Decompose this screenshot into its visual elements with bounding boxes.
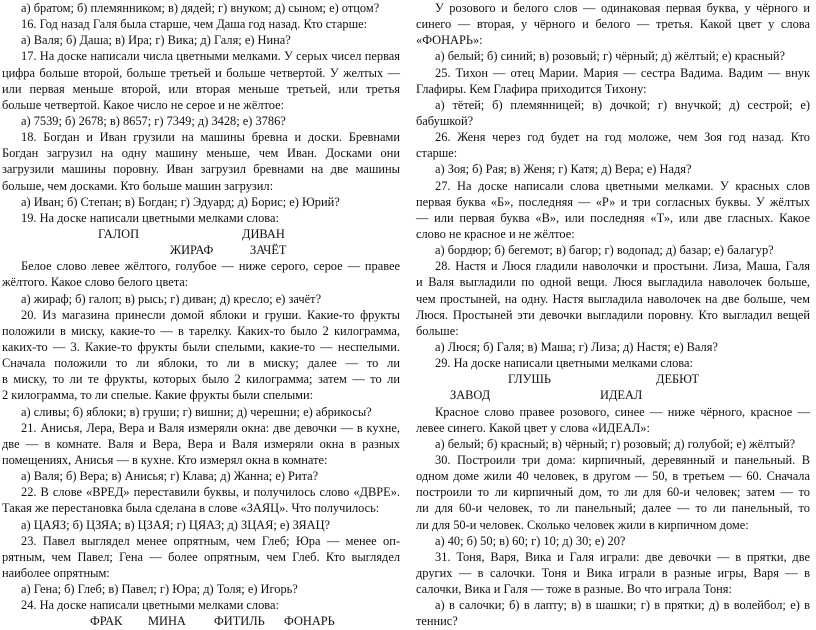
text-line: бабушкой? (416, 113, 474, 128)
board-word: ФОНАРЬ (284, 614, 335, 629)
answer-options: а) Зоя; б) Рая; в) Женя; г) Катя; д) Вера; е) Надя? (435, 162, 692, 177)
problem-23: 23. Павел выглядел менее опрятным, чем Глеб; Юра — менее оп- (21, 533, 400, 548)
answer-options: а) Валя; б) Даша; в) Ира; г) Вика; д) Галя; е) Нина? (21, 33, 291, 48)
text-line: в миску, то ли те фрукты, которых было 2 килограмма; затем — то ли (2, 372, 400, 387)
problem-20: 20. Из магазина принесли домой яблоки и груши. Какие-то фрукты (21, 307, 400, 322)
text-line: Сначала положили то ли яблоки, то ли в миску; далее — то ли (2, 356, 400, 371)
problem-18: 18. Богдан и Иван грузили на машины бревна и доски. Бревнами (21, 130, 400, 145)
answer-options: а) Гена; б) Глеб; в) Павел; г) Юра; д) Толя; е) Игорь? (21, 582, 298, 597)
answer-options: а) белый; б) красный; в) чёрный; г) розовый; д) голубой; е) жёлтый? (435, 436, 796, 451)
board-word: ДИВАН (242, 226, 285, 241)
problem-25: 25. Тихон — отец Марии. Мария — сестра Вадима. Вадим — внук (435, 65, 810, 80)
text-line: каких-то — 3. Какие-то фрукты были спелыми, какие-то — неспелыми. (2, 339, 400, 354)
text-line: первая буква «Б», последняя — «Р» и три согласных буквы. У жёлтых (416, 194, 810, 209)
text-line: загрузили машины поровну. Иван загрузил бревнами на две машины (2, 162, 400, 177)
board-words-row (2, 226, 400, 242)
board-word: ФИТИЛЬ (214, 614, 265, 629)
text-line: две — в комнате. Валя и Вера, Вера и Валя измеряли окна в разных (2, 436, 400, 451)
text-line: больше: (416, 323, 459, 338)
problem-26: 26. Женя через год будет на год моложе, чем Зоя год назад. Кто (435, 130, 810, 145)
board-words-row (2, 242, 400, 258)
answer-options: а) Иван; б) Степан; в) Богдан; г) Эдуард; д) Борис; е) Юрий? (21, 194, 340, 209)
board-word: ГАЛОП (98, 226, 140, 241)
text-line: Белое слово левее жёлтого, голубое — ниже серого, серое — правее (21, 259, 400, 274)
problem-29: 29. На доске написали цветными мелками слова: (435, 356, 693, 371)
text-line: левее синего. Какой цвет у слова «ИДЕАЛ»: (416, 420, 650, 435)
problem-28: 28. Настя и Люся гладили наволочки и простыни. Лиза, Маша, Галя (435, 259, 810, 274)
board-word: ФРАК (90, 614, 123, 629)
text-line: теннис? (416, 614, 458, 629)
board-word: ДЕБЮТ (656, 372, 700, 387)
text-line: салочки, Вика и Галя — тоже в разные. Во что играла Тоня: (416, 582, 732, 597)
text-line: рятным, чем Павел; Гена — более опрятным, чем Глеб. Кто выглядел (2, 549, 400, 564)
answer-options: а) сливы; б) яблоки; в) груши; г) вишни; д) черешни; е) абрикосы? (21, 404, 372, 419)
problem-21: 21. Анисья, Лера, Вера и Валя измеряли окна: две девочки — в кухне, (21, 420, 400, 435)
text-line: наиболее опрятным: (2, 565, 110, 580)
text-line: «ФОНАРЬ»: (416, 33, 483, 48)
answer-options: а) Валя; б) Вера; в) Анисья; г) Клава; д) Жанна; е) Рита? (21, 469, 319, 484)
answer-options: а) белый; б) синий; в) розовый; г) чёрный; д) жёлтый; е) красный? (435, 49, 786, 64)
problem-19: 19. На доске написали цветными мелками слова: (21, 210, 279, 225)
text-line: слово не красное и не жёлтое: (416, 226, 575, 241)
problem-30: 30. Построили три дома: кирпичный, деревянный и панельный. В (435, 452, 810, 467)
problem-27: 27. На доске написали слова цветными мелками. У красных слов (435, 178, 810, 193)
text-line: или первая меньше второй, или вторая меньше третьей, или третья (2, 81, 400, 96)
text-line: ли для 60-и человек, то ли панельный; далее — то ли панельный, то (416, 501, 810, 516)
text-line: синего — вторая, у чёрного и белого — третья. Какой цвет у слова (416, 17, 810, 32)
text-line: больше, чем досками. Кто больше машин загрузил: (2, 178, 274, 193)
text-line: У розового и белого слов — одинаковая первая буква, у чёрного и (435, 1, 810, 15)
text-line: чем простыней, на одну. Настя выгладила наволочек на две больше, чем (416, 291, 810, 306)
problem-24: 24. На доске написали цветными мелками слова: (21, 598, 279, 613)
text-line: ли для 50-и человек. Сколько человек жили в кирпичном доме: (416, 517, 749, 532)
text-line: цифра больше второй, больше третьей и больше четвертой. У желтых — (2, 65, 400, 80)
board-word: ИДЕАЛ (600, 388, 643, 403)
text-line: — или первая буква «В», или последняя «Т», или две гласных. Какое (416, 210, 810, 225)
text-line: других — в салочки. Тоня и Вика играли в разные игры, Варя — в (416, 565, 810, 580)
problem-31: 31. Тоня, Варя, Вика и Галя играли: две девочки — в прятки, две (435, 549, 810, 564)
board-word: ЖИРАФ (170, 243, 214, 258)
text-line: построили то ли кирпичный дом, то ли для 60-и человек; затем — то (416, 485, 810, 500)
text-line: старше: (416, 146, 458, 161)
text-line: помещениях, Анисья — в кухне. Кто измерял окна в комнате: (2, 452, 328, 467)
answer-options: а) тётей; б) племянницей; в) дочкой; г) внучкой; д) сестрой; е) (435, 97, 810, 112)
text-line: одном доме жили 40 человек, в другом — 50, в третьем — 60. Сначала (416, 469, 810, 484)
board-words-row (2, 613, 400, 629)
text-line: а) братом; б) племянником; в) дядей; г) внуком; д) сыном; е) отцом? (21, 1, 380, 15)
answer-options: а) жираф; б) галоп; в) рысь; г) диван; д) кресло; е) зачёт? (21, 291, 322, 306)
board-words-row (416, 371, 810, 387)
text-line: 2 килограмма, то ли спелые. Какие фрукты были спелыми: (2, 388, 314, 403)
text-line: Такая же перестановка была сделана в слове «ЗАЯЦ». Что получилось: (2, 501, 380, 516)
board-word: ГЛУШЬ (508, 372, 552, 387)
answer-options: а) бордюр; б) бегемот; в) багор; г) водопад; д) базар; е) балагур? (435, 243, 774, 258)
board-words-row (416, 387, 810, 403)
text-line: Глафиры. Кем Глафира приходится Тихону: (416, 81, 647, 96)
text-line: жёлтого. Какое слово белого цвета: (2, 275, 189, 290)
answer-options: а) Люся; б) Галя; в) Маша; г) Лиза; д) Настя; е) Валя? (435, 339, 718, 354)
left-column (0, 0, 400, 629)
text-line: больше четвертой. Какое число не серое и не жёлтое: (2, 97, 285, 112)
answer-options: а) в салочки; б) в лапту; в) в шашки; г) в прятки; д) в волейбол; е) в (435, 598, 810, 613)
problem-22: 22. В слове «ВРЕД» переставили буквы, и получилось слово «ДВРЕ». (21, 485, 400, 500)
text-line: Красное слово правее розового, синее — ниже чёрного, красное — (435, 404, 810, 419)
board-word: ЗАЧЁТ (250, 243, 287, 258)
problem-16: 16. Год назад Галя была старше, чем Даша год назад. Кто старше: (21, 17, 368, 32)
answer-options: а) 7539; б) 2678; в) 8657; г) 7349; д) 3428; е) 3786? (21, 113, 286, 128)
right-column (414, 0, 816, 629)
answer-options: а) 40; б) 50; в) 60; г) 10; д) 30; е) 20? (435, 533, 626, 548)
text-line: Богдан загрузил на одну машину меньше, чем Иван. Досками они (2, 146, 400, 161)
problem-17: 17. На доске написали числа цветными мелками. У серых чисел первая (21, 49, 400, 64)
text-line: Люся. Простыней эти девочки выгладили поровну. Кто выгладил вещей (416, 307, 810, 322)
text-line: положили в миску, какие-то — в тарелку. Каких-то было 2 килограмма, (2, 323, 400, 338)
board-word: ЗАВОД (450, 388, 491, 403)
board-word: МИНА (148, 614, 186, 629)
answer-options: а) ЦАЯЗ; б) ЦЗЯА; в) ЦЗАЯ; г) ЦЯАЗ; д) ЗЦАЯ; е) ЗЯАЦ? (21, 517, 331, 532)
text-line: и Валя выгладили по одной вещи. Люся выгладила наволочек больше, (416, 275, 810, 290)
